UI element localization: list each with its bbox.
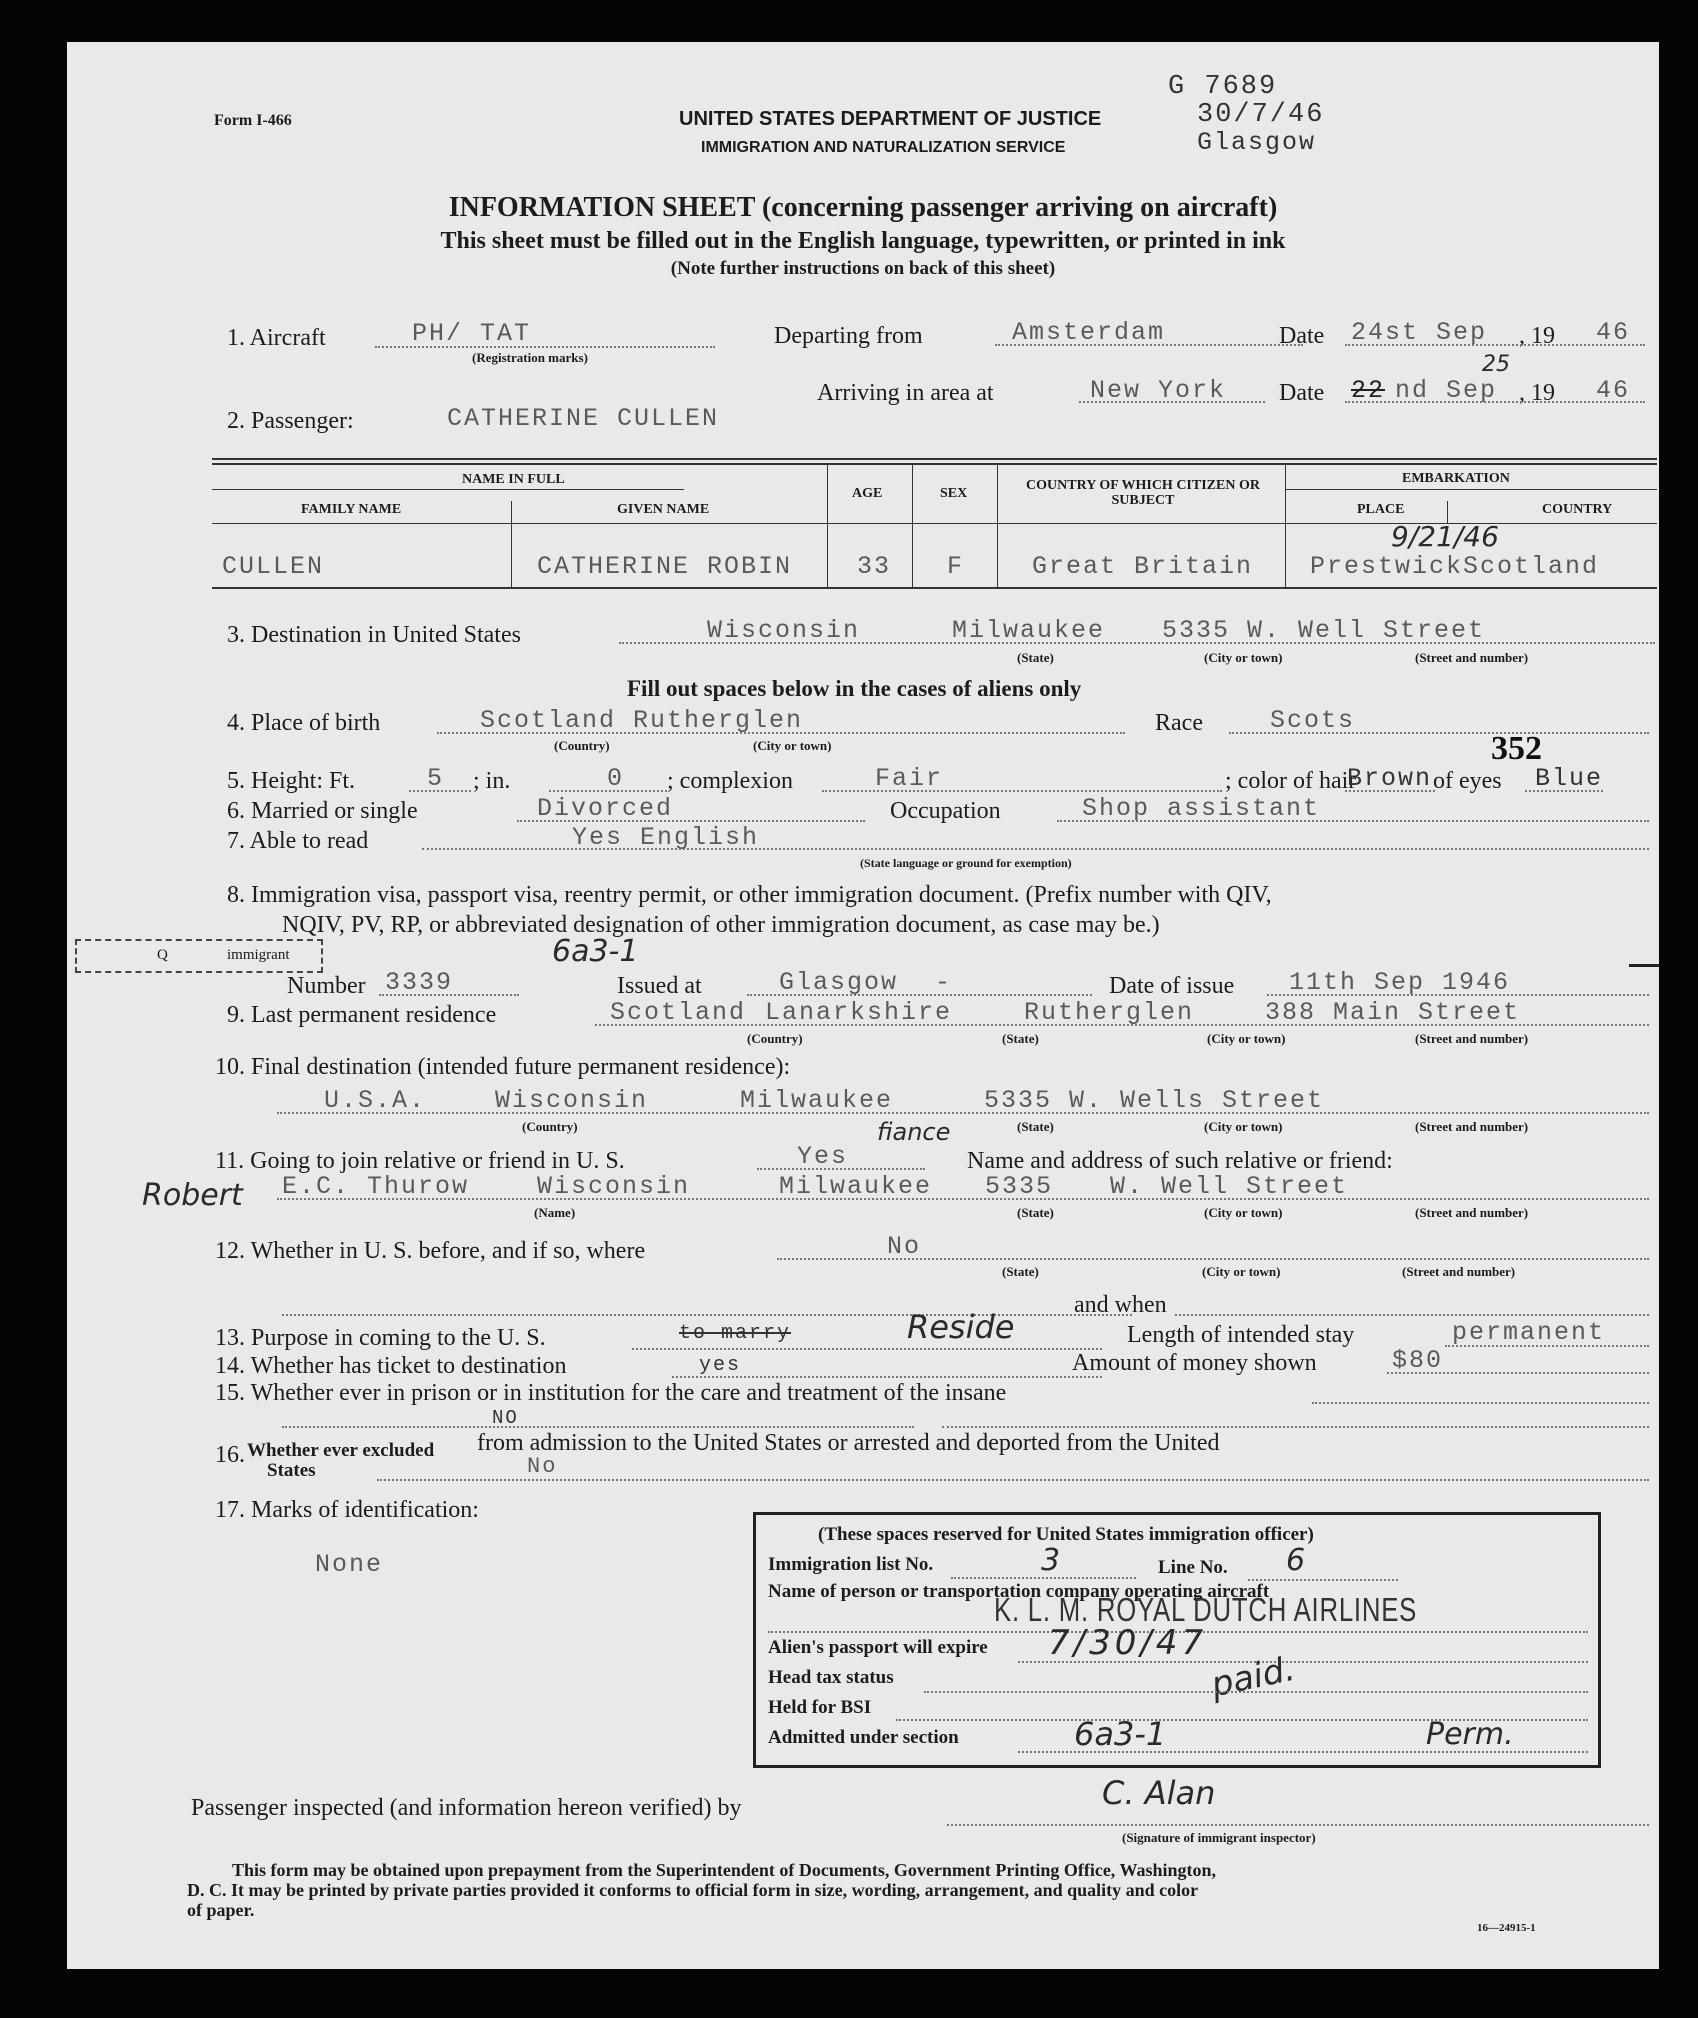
able-to-read-label: 7. Able to read [227,828,369,854]
departing-value: Amsterdam [1012,318,1166,347]
departure-year: 46 [1596,318,1631,347]
embarkation-place-header: PLACE [1357,502,1405,517]
service-name: IMMIGRATION AND NATURALIZATION SERVICE [701,139,1066,156]
eyes-label: of eyes [1433,768,1502,794]
issue-date-value: 11th Sep 1946 [1289,968,1511,997]
arrival-date-struck: 22 [1351,376,1386,405]
last-residence-state-caption: (State) [1002,1031,1039,1046]
destination-state-caption: (State) [1017,650,1054,665]
race-value: Scots [1270,706,1356,735]
us-before-state-caption: (State) [1002,1264,1039,1279]
head-tax-value: paid. [1207,1648,1299,1706]
admitted-section-label: Admitted under section [768,1727,959,1748]
document-number-label: Number [287,973,366,999]
relative-state-caption: (State) [1017,1205,1054,1220]
hair-label: ; color of hair [1225,768,1357,794]
and-when-label: and when [1074,1292,1167,1318]
excluded-label-b: from admission to the United States or arrested and deported from the United [477,1430,1220,1456]
destination-street: 5335 W. Well Street [1162,616,1486,645]
aircraft-label: 1. Aircraft [227,325,326,351]
purpose-struck: to marry [679,1322,792,1345]
arrival-date-value: nd Sep [1395,376,1498,405]
issued-at-value: Glasgow [779,968,899,997]
admitted-section-note: Perm. [1426,1717,1514,1752]
destination-city: Milwaukee [952,616,1106,645]
aircraft-value: PH/ TAT [412,319,532,348]
language-caption: (State language or ground for exemption) [860,856,1072,870]
money-label: Amount of money shown [1072,1350,1317,1376]
airline-stamp: K. L. M. ROYAL DUTCH AIRLINES [994,1591,1418,1628]
embarkation-country-value: Scotland [1463,552,1600,581]
relative-name-label: Name and address of such relative or friend: [967,1148,1393,1174]
citizen-country-value: Great Britain [1032,552,1254,581]
footer-line3: of paper. [187,1900,255,1920]
relative-street-caption: (Street and number) [1415,1205,1529,1220]
relative-street: W. Well Street [1110,1172,1349,1201]
issued-at-label: Issued at [617,973,702,999]
complexion-label: ; complexion [667,768,793,794]
form-sheet [67,42,1659,1969]
excluded-label-a: Whether ever excluded [247,1440,435,1461]
final-destination-state: Wisconsin [495,1086,649,1115]
excluded-label-c: States [267,1460,316,1481]
immigration-list-value: 3 [1041,1543,1061,1578]
issue-date-label: Date of issue [1109,973,1235,999]
join-relative-hand-note: fiance [877,1118,951,1146]
ticket-value: yes [699,1354,742,1377]
embarkation-hand-date: 9/21/46 [1391,520,1499,553]
document-label-line2: NQIV, PV, RP, or abbreviated designation of other immigration document, as case may be.) [282,912,1160,938]
age-value: 33 [857,552,892,581]
money-value: $80 [1392,1346,1444,1375]
document-number: 3339 [385,968,454,997]
destination-label: 3. Destination in United States [227,622,521,648]
destination-street-caption: (Street and number) [1415,650,1529,665]
embarkation-header: EMBARKATION [1402,471,1510,486]
us-before-label: 12. Whether in U. S. before, and if so, where [215,1238,646,1264]
last-residence-state: Lanarkshire [765,998,953,1027]
inspector-caption: (Signature of immigrant inspector) [1122,1830,1316,1845]
destination-city-caption: (City or town) [1204,650,1283,665]
hand-dash-mark [1629,964,1659,967]
document-type-text: immigrant [227,947,290,963]
stamp-date: 30/7/46 [1197,100,1325,130]
final-destination-street: 5335 W. Wells Street [984,1086,1325,1115]
last-residence-city: Rutherglen [1024,998,1195,1027]
held-bsi-label: Held for BSI [768,1697,872,1718]
relative-number: 5335 [985,1172,1054,1201]
inspected-label: Passenger inspected (and information hereon verified) by [191,1795,742,1821]
race-label: Race [1155,710,1203,736]
last-residence-country: Scotland [610,998,747,1027]
relative-city-caption: (City or town) [1204,1205,1283,1220]
marks-label: 17. Marks of identification: [215,1497,479,1523]
final-destination-street-caption: (Street and number) [1415,1119,1529,1134]
birth-place-value: Scotland Rutherglen [480,706,804,735]
arrival-year: 46 [1596,376,1631,405]
relative-hand-first-name: Robert [142,1178,243,1213]
marital-value: Divorced [537,794,674,823]
us-before-city-caption: (City or town) [1202,1264,1281,1279]
prison-value: NO [492,1407,519,1429]
birth-city-caption: (City or town) [753,738,832,753]
footer-line1: This form may be obtained upon prepayment from the Superintendent of Documents, Government Printing Office, Washington, [232,1860,1217,1880]
marks-value: None [315,1550,384,1579]
final-destination-country: U.S.A. [324,1086,427,1115]
stamp-number: 352 [1491,730,1542,767]
occupation-label: Occupation [890,798,1001,824]
last-residence-city-caption: (City or town) [1207,1031,1286,1046]
stamp-place: Glasgow [1197,128,1317,157]
family-name-header: FAMILY NAME [301,502,402,517]
admitted-section-value: 6a3-1 [1074,1715,1167,1753]
citizen-country-header: COUNTRY OF WHICH CITIZEN OR SUBJECT [1026,478,1260,508]
marital-label: 6. Married or single [227,798,418,824]
excluded-value: No [527,1454,558,1479]
document-hand-section: 6a3-1 [552,934,639,969]
document-label-line1: 8. Immigration visa, passport visa, reentry permit, or other immigration document. (Prefix number with QIV, [227,882,1272,908]
ticket-label: 14. Whether has ticket to destination [215,1353,567,1379]
purpose-hand-value: Reside [907,1308,1015,1346]
able-to-read-value: Yes English [572,823,760,852]
stay-length-value: permanent [1452,1318,1606,1347]
form-instruction: This sheet must be filled out in the English language, typewritten, or printed in ink [440,228,1286,254]
stay-length-label: Length of intended stay [1127,1322,1355,1348]
head-tax-label: Head tax status [768,1667,894,1688]
passenger-label: 2. Passenger: [227,408,354,434]
family-name-value: CULLEN [222,552,325,581]
height-label: 5. Height: Ft. [227,768,356,794]
height-feet: 5 [427,764,445,793]
line-number-label: Line No. [1158,1557,1228,1578]
height-inches: 0 [607,764,625,793]
complexion-value: Fair [875,764,944,793]
embarkation-country-header: COUNTRY [1542,502,1613,517]
arrival-date-correction: 25 [1482,352,1510,377]
registration-caption: (Registration marks) [472,350,588,365]
join-relative-value: Yes [797,1142,849,1171]
relative-city: Milwaukee [779,1172,933,1201]
last-residence-street-caption: (Street and number) [1415,1031,1529,1046]
document-type-prefix: Q [157,947,168,963]
arrival-year-prefix: , 19 [1519,380,1555,406]
join-relative-label: 11. Going to join relative or friend in U. S. [215,1148,625,1174]
given-name-value: CATHERINE ROBIN [537,552,793,581]
document-type-box [75,939,323,973]
us-before-street-caption: (Street and number) [1402,1264,1516,1279]
form-number: Form I-466 [214,112,292,129]
final-destination-city-caption: (City or town) [1204,1119,1283,1134]
birth-place-label: 4. Place of birth [227,710,381,736]
line-number-value: 6 [1286,1543,1306,1578]
purpose-label: 13. Purpose in coming to the U. S. [215,1325,546,1351]
final-destination-label: 10. Final destination (intended future permanent residence): [215,1054,791,1080]
issued-at-dash: - [935,968,953,997]
embarkation-place-value: Prestwick [1310,552,1464,581]
officer-box-title: (These spaces reserved for United States immigration officer) [818,1524,1314,1545]
us-before-value: No [887,1232,922,1261]
passport-expire-value: 7/30/47 [1048,1623,1208,1663]
officer-box [753,1512,1601,1768]
final-destination-state-caption: (State) [1017,1119,1054,1134]
destination-state: Wisconsin [707,616,861,645]
sex-header: SEX [940,486,968,501]
departing-label: Departing from [774,323,923,349]
passenger-value: CATHERINE CULLEN [447,404,720,433]
last-residence-country-caption: (Country) [747,1031,803,1046]
arriving-value: New York [1090,376,1227,405]
final-destination-country-caption: (Country) [522,1119,578,1134]
name-in-full-header: NAME IN FULL [462,472,565,487]
occupation-value: Shop assistant [1082,794,1321,823]
height-inches-label: ; in. [473,768,511,794]
hair-value: Brown [1347,764,1433,793]
age-header: AGE [852,486,883,501]
sex-value: F [947,552,965,581]
relative-name-caption: (Name) [534,1205,576,1220]
arriving-label: Arriving in area at [817,380,994,406]
departure-year-prefix: , 19 [1519,323,1555,349]
excluded-number: 16. [215,1442,245,1468]
arrival-date-label: Date [1279,380,1325,406]
departure-date-value: 24st Sep [1351,318,1488,347]
relative-state: Wisconsin [537,1172,691,1201]
given-name-header: GIVEN NAME [617,502,710,517]
form-title: INFORMATION SHEET (concerning passenger arriving on aircraft) [448,192,1278,223]
transport-company-label: Name of person or transportation company operating aircraft [768,1581,1270,1602]
final-destination-city: Milwaukee [740,1086,894,1115]
immigration-list-label: Immigration list No. [768,1554,934,1575]
prison-label: 15. Whether ever in prison or in institution for the care and treatment of the insane [215,1380,1007,1406]
aliens-note: Fill out spaces below in the cases of aliens only [627,676,1082,701]
eyes-value: Blue [1535,764,1604,793]
birth-country-caption: (Country) [554,738,610,753]
relative-name: E.C. Thurow [282,1172,470,1201]
form-note: (Note further instructions on back of this sheet) [670,258,1056,279]
last-residence-label: 9. Last permanent residence [227,1002,497,1028]
stamp-code: G 7689 [1168,72,1278,102]
inspector-signature: C. Alan [1102,1774,1216,1812]
departure-date-label: Date [1279,323,1325,349]
footer-code: 16—24915-1 [1477,1922,1536,1934]
footer-line2: D. C. It may be printed by private parties provided it conforms to official form in size, wording, arrangement, and quality and color [187,1880,1199,1900]
department-name: UNITED STATES DEPARTMENT OF JUSTICE [679,108,1102,130]
last-residence-street: 388 Main Street [1265,998,1521,1027]
passport-expire-label: Alien's passport will expire [768,1637,988,1658]
